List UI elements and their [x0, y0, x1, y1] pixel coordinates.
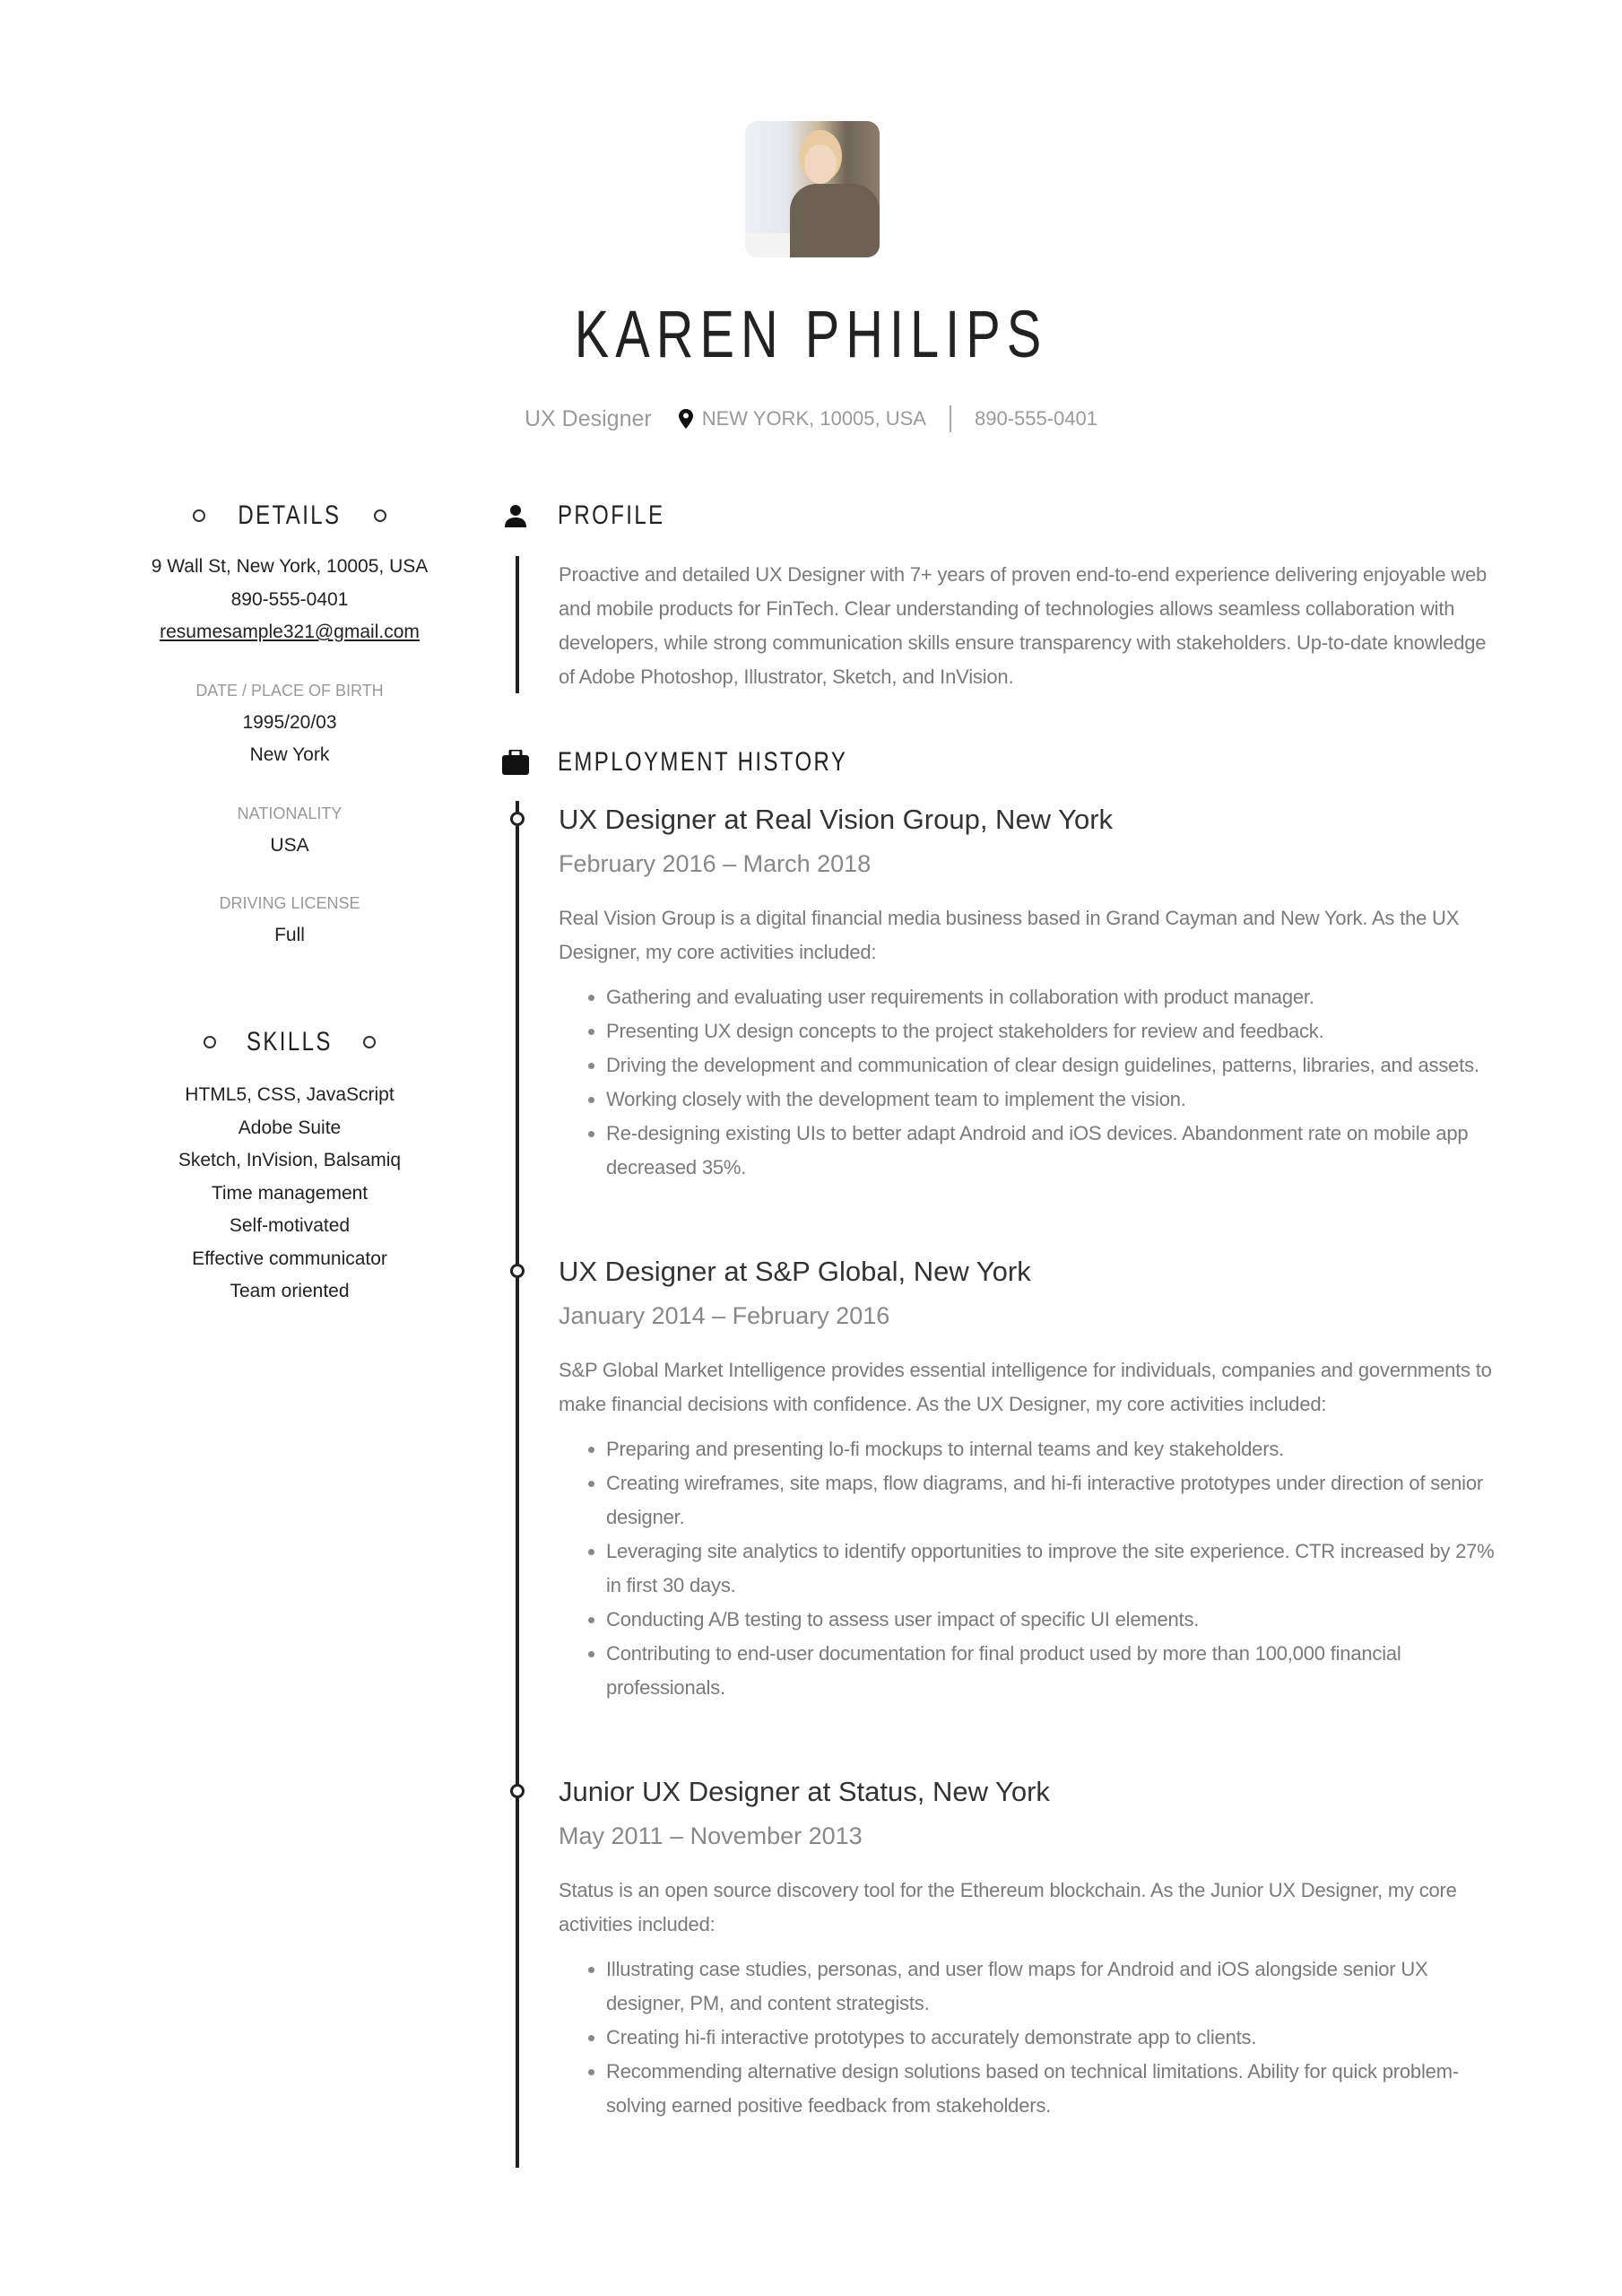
nationality-label: NATIONALITY: [237, 804, 343, 822]
skills-list: [126, 1079, 454, 1309]
timeline-node: [510, 1784, 525, 1798]
list-item: • Preparing and presenting lo-fi mockups to internal teams and key stakeholders.: [606, 1432, 1500, 1466]
job-entry: [559, 1771, 1500, 2123]
list-item: • Contributing to end-user documentation for final product used by more than 100,000 financial professionals.: [606, 1637, 1500, 1705]
job-title: UX Designer at S&P Global, New York: [559, 1256, 1031, 1287]
job-dates: January 2014 – February 2016: [559, 1302, 890, 1329]
job-bullets: [559, 980, 1500, 1185]
timeline-node: [510, 1264, 525, 1278]
details-heading: DETAILS: [126, 500, 454, 531]
skill-item: Self-motivated: [229, 1215, 351, 1236]
job-description: Status is an open source discovery tool for the Ethereum blockchain. As the Junior UX Designer, my core activities included:: [559, 1879, 1457, 1935]
skill-item: Adobe Suite: [238, 1117, 342, 1138]
skill-item: Time management: [211, 1182, 369, 1204]
phone: 890-555-0401: [230, 588, 349, 610]
job-entry: [559, 799, 1500, 1185]
circle-icon: [193, 509, 205, 522]
list-item: • Re-designing existing UIs to better adapt Android and iOS devices. Abandonment rate on mobile app decreased 35%.: [606, 1117, 1500, 1185]
timeline-node: [510, 812, 525, 826]
job-bullets: [559, 1952, 1500, 2123]
license-label: DRIVING LICENSE: [219, 894, 360, 912]
person-icon: [502, 502, 529, 529]
birth-date: 1995/20/03: [242, 711, 337, 733]
employment-heading: EMPLOYMENT HISTORY: [502, 747, 920, 778]
job-title: Junior UX Designer at Status, New York: [559, 1776, 1050, 1807]
skill-item: Effective communicator: [192, 1248, 387, 1269]
job-description: S&P Global Market Intelligence provides essential intelligence for individuals, companies and governments to make financial decisions with confidence. As the UX Designer, my core activities included:: [559, 1359, 1492, 1415]
list-item: • Illustrating case studies, personas, and user flow maps for Android and iOS alongside senior UX designer, PM, and content strategists.: [606, 1952, 1500, 2021]
job-bullets: [559, 1432, 1500, 1705]
license: Full: [274, 925, 305, 945]
list-item: • Creating wireframes, site maps, flow diagrams, and hi-fi interactive prototypes under direction of senior designer.: [606, 1466, 1500, 1535]
briefcase-icon: [502, 749, 529, 776]
birth-label: DATE / PLACE OF BIRTH: [195, 681, 384, 700]
address: 9 Wall St, New York, 10005, USA: [151, 556, 429, 577]
list-item: • Gathering and evaluating user requirements in collaboration with product manager.: [606, 980, 1500, 1014]
skill-item: HTML5, CSS, JavaScript: [185, 1084, 395, 1105]
header-location: NEW YORK, 10005, USA: [701, 407, 926, 430]
profile-photo: [745, 121, 880, 257]
profile-bar: [516, 556, 519, 693]
candidate-name: KAREN PHILIPS: [574, 297, 1048, 371]
list-item: • Leveraging site analytics to identify opportunities to improve the site experience. CTR increased by 27% in first 30 days.: [606, 1535, 1500, 1603]
list-item: • Working closely with the development team to implement the vision.: [606, 1083, 1500, 1117]
list-item: • Conducting A/B testing to assess user impact of specific UI elements.: [606, 1603, 1500, 1637]
profile-heading: PROFILE: [502, 500, 691, 531]
list-item: • Creating hi-fi interactive prototypes to accurately demonstrate app to clients.: [606, 2021, 1500, 2055]
job-description: Real Vision Group is a digital financial media business based in Grand Cayman and New York. As the UX Designer, my core activities included:: [559, 907, 1460, 963]
job-role: UX Designer: [525, 405, 652, 431]
profile-text: Proactive and detailed UX Designer with 7+ years of proven end-to-end experience delivering enjoyable web and mobile products for FinTech. Clear understanding of technologies allows seamless collaboration with developers, while strong communication skills ensure transparency with stakeholders. Up-to-date knowledge of Adobe Photoshop, Illustrator, Sketch, and InVision.: [559, 563, 1488, 688]
list-item: • Driving the development and communication of clear design guidelines, patterns, libraries, and assets.: [606, 1048, 1500, 1083]
header-phone: 890-555-0401: [974, 407, 1097, 430]
divider: [950, 405, 951, 432]
details-section: [126, 551, 454, 952]
skill-item: Team oriented: [230, 1281, 350, 1301]
circle-icon: [374, 509, 386, 522]
job-title: UX Designer at Real Vision Group, New York: [559, 804, 1114, 835]
skill-item: Sketch, InVision, Balsamiq: [178, 1150, 402, 1170]
email-link[interactable]: resumesample321@gmail.com: [160, 622, 420, 642]
skills-heading: SKILLS: [126, 1027, 454, 1057]
list-item: • Recommending alternative design solutions based on technical limitations. Ability for quick problem-solving earned positive feedback from stakeholders.: [606, 2055, 1500, 2123]
nationality: USA: [270, 834, 309, 856]
header-subline: [0, 405, 1622, 432]
job-dates: May 2011 – November 2013: [559, 1822, 863, 1849]
job-dates: February 2016 – March 2018: [559, 850, 872, 877]
birth-place: New York: [249, 744, 330, 765]
job-entry: [559, 1251, 1500, 1705]
location-pin-icon: [679, 409, 693, 429]
circle-icon: [204, 1036, 216, 1048]
circle-icon: [363, 1036, 376, 1048]
list-item: • Presenting UX design concepts to the project stakeholders for review and feedback.: [606, 1014, 1500, 1048]
timeline-line: [516, 801, 519, 2168]
